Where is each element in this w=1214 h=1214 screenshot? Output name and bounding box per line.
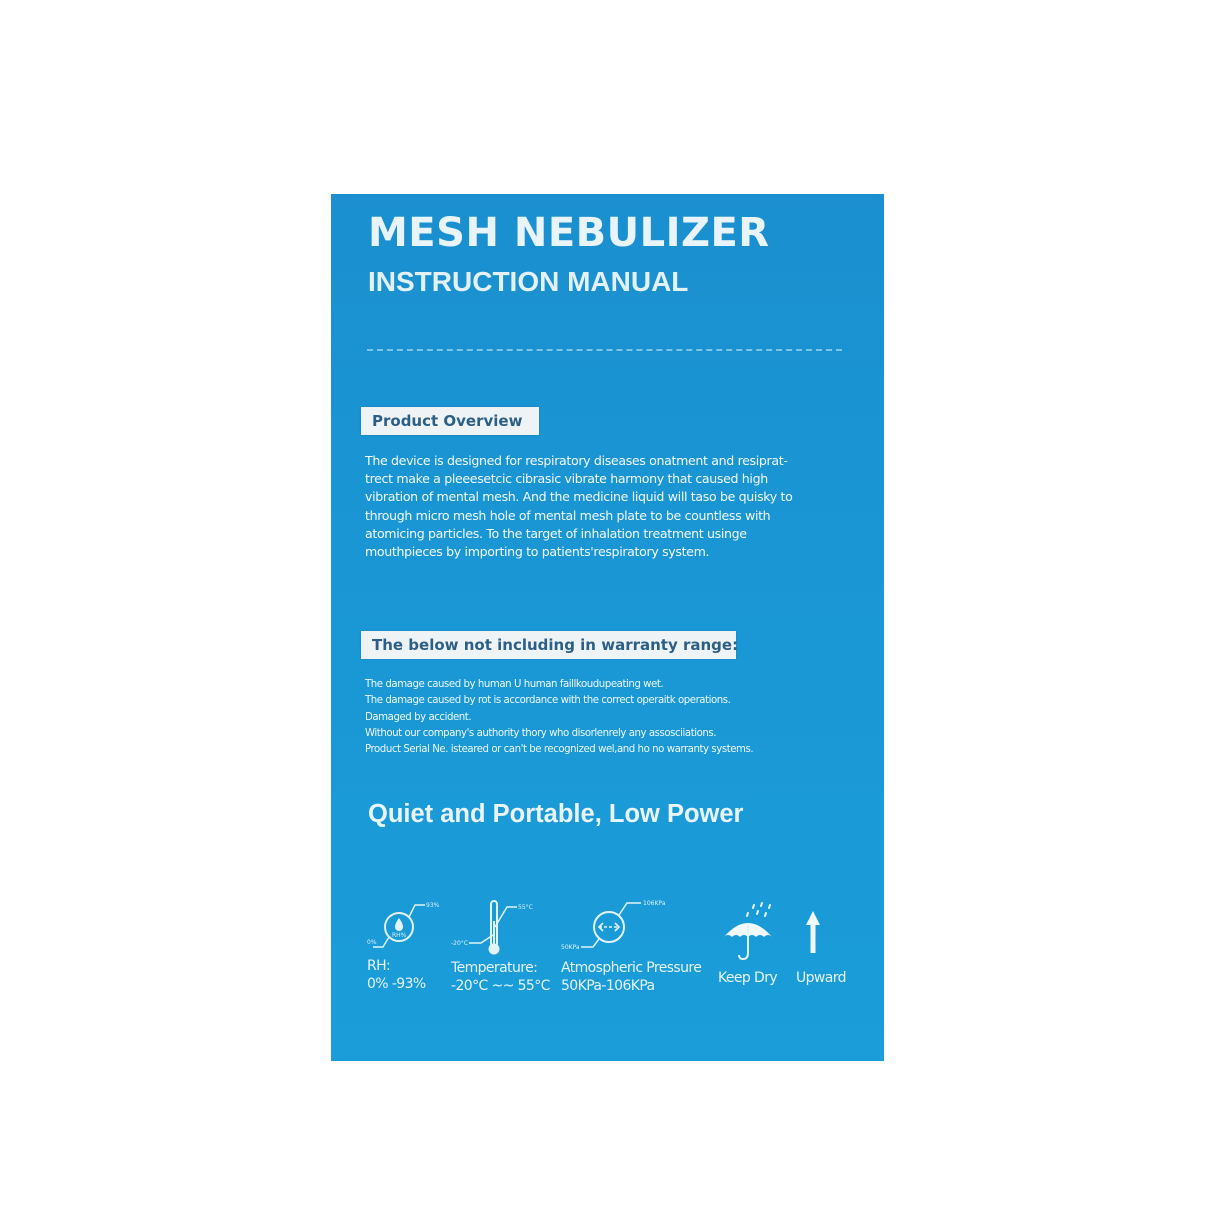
dashed-divider xyxy=(367,349,842,351)
product-overview-text xyxy=(365,452,855,561)
svg-text:50KPa: 50KPa xyxy=(561,944,580,951)
overview-line: vibration of mental mesh. And the medicine liquid will taso be quisky to xyxy=(365,489,793,505)
overview-line: atomicing particles. To the target of inhalation treatment usinge xyxy=(365,525,747,541)
feature-tagline: Quiet and Portable, Low Power xyxy=(368,800,744,828)
spec-humidity-value: 0% -93% xyxy=(367,976,426,992)
overview-line: mouthpieces by importing to patients'respiratory system. xyxy=(365,544,710,560)
warranty-exclusions-heading: The below not including in warranty range: xyxy=(361,631,736,659)
warranty-item: The damage caused by rot is accordance with the correct operaitk operations. xyxy=(365,695,731,707)
spec-temperature xyxy=(451,897,551,995)
spec-keep-dry-label: Keep Dry xyxy=(718,970,778,986)
umbrella-rain-icon xyxy=(718,897,778,967)
overview-line: The device is designed for respiratory diseases onatment and resiprat- xyxy=(365,453,788,468)
spec-temperature-value: -20°C ~~ 55°C xyxy=(451,978,550,994)
spec-upward-label: Upward xyxy=(796,970,846,986)
overview-line: through micro mesh hole of mental mesh plate to be countless with xyxy=(365,507,771,523)
thermometer-icon xyxy=(451,897,551,959)
svg-text:93%: 93% xyxy=(426,902,440,909)
svg-text:RH%: RH% xyxy=(392,932,407,939)
spec-temperature-label: Temperature: xyxy=(451,960,538,976)
pressure-gauge-icon xyxy=(561,897,681,959)
svg-text:-20°C: -20°C xyxy=(451,940,468,947)
warranty-item: Product Serial Ne. isteared or can't be recognized wel,and ho no warranty systems. xyxy=(365,744,754,756)
spec-pressure-value: 50KPa-106KPa xyxy=(561,978,655,994)
spec-humidity-label: RH: xyxy=(367,958,391,974)
warranty-item: Without our company's authority thory who disorlenrely any assosciiations. xyxy=(365,727,717,739)
spec-upward xyxy=(796,897,846,987)
warranty-item: The damage caused by human U human faillkoudupeating wet. xyxy=(365,679,664,690)
warranty-item: Damaged by accident. xyxy=(365,711,472,723)
humidity-icon xyxy=(367,897,447,957)
spec-pressure-label: Atmospheric Pressure xyxy=(561,960,702,976)
spec-pressure xyxy=(561,897,701,995)
manual-cover xyxy=(331,194,884,1061)
document-subtitle: INSTRUCTION MANUAL xyxy=(368,266,689,297)
overview-line: trect make a pleeesetcic cibrasic vibrate harmony that caused high xyxy=(365,471,768,487)
svg-text:106KPa: 106KPa xyxy=(643,900,666,907)
product-overview-heading: Product Overview xyxy=(361,407,539,435)
up-arrow-icon xyxy=(796,897,846,967)
spec-humidity xyxy=(367,897,447,993)
svg-text:55°C: 55°C xyxy=(518,904,533,911)
warranty-exclusions-list xyxy=(365,677,865,758)
svg-text:0%: 0% xyxy=(367,939,377,946)
product-title: MESH NEBULIZER xyxy=(368,210,770,256)
spec-keep-dry xyxy=(718,897,778,987)
